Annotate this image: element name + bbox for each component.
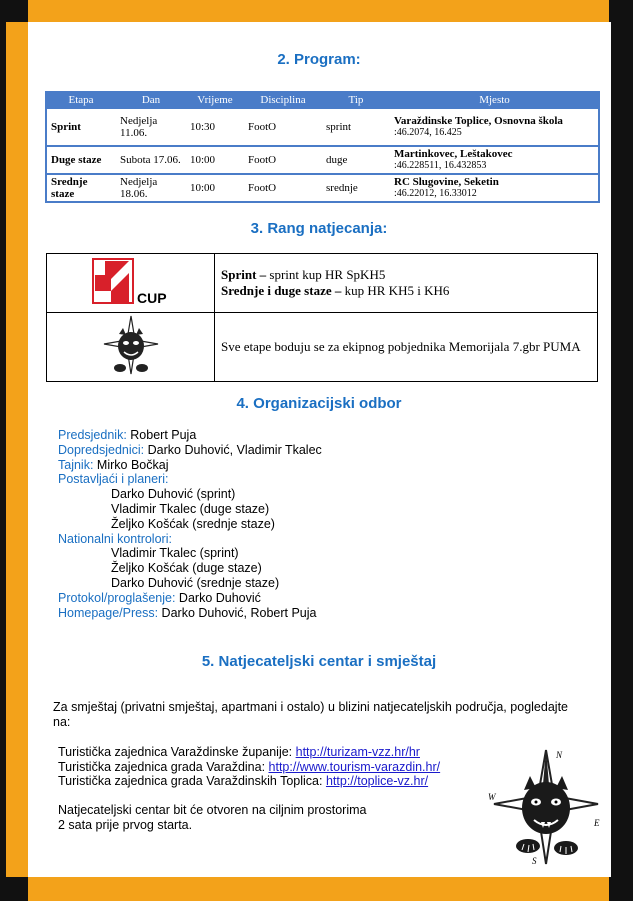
link-line <box>58 745 440 760</box>
column-header: Disciplina <box>244 92 322 108</box>
svg-text:S: S <box>532 856 537 866</box>
predsjednik-value: Robert Puja <box>130 428 197 442</box>
page-frame-corner <box>609 0 633 22</box>
cell-vrijeme: 10:30 <box>186 108 244 146</box>
cell-mjesto <box>390 108 599 146</box>
program-table <box>45 91 600 203</box>
svg-text:E: E <box>594 818 600 828</box>
kontrolor-item: Darko Duhović (srednje staze) <box>111 575 280 590</box>
rang-row2-text: Sve etape boduju se za ekipnog pobjednika Memorijala 7.gbr PUMA <box>215 313 598 382</box>
tourism-link-toplice[interactable]: http://toplice-vz.hr/ <box>325 774 429 788</box>
column-header: Etapa <box>46 92 116 108</box>
table-row <box>47 313 598 382</box>
rang-heading: 3. Rang natjecanja: <box>250 220 388 237</box>
centar-intro: Za smještaj (privatni smještaj, apartmani i ostalo) u blizini natjecateljskih područja, pogledajte na: <box>53 700 568 729</box>
cell-etapa: Duge staze <box>46 146 116 174</box>
cup-logo-cell <box>47 254 215 313</box>
cell-tip: duge <box>322 146 390 174</box>
kontrolor-item: Željko Košćak (duge staze) <box>111 561 262 576</box>
cell-vrijeme: 10:00 <box>186 146 244 174</box>
svg-text:W: W <box>488 792 496 802</box>
cell-dan: Nedjelja 18.06. <box>116 174 186 202</box>
srednje-label: Srednje i duge staze – <box>221 283 342 298</box>
puma-compass-emblem-large-icon <box>486 746 606 868</box>
page-frame-top <box>28 0 610 22</box>
tajnik-value: Mirko Bočkaj <box>96 457 169 472</box>
table-row <box>47 254 598 313</box>
page-frame-right <box>611 0 633 901</box>
link-label: Turistička zajednica grada Varaždina: <box>58 759 269 774</box>
predsjednik-label: Predsjednik: <box>58 428 127 442</box>
centar-heading: 5. Natjecateljski centar i smještaj <box>201 653 437 670</box>
cell-mjesto <box>390 146 599 174</box>
rang-row1-text <box>215 254 598 313</box>
cell-disciplina: FootO <box>244 174 322 202</box>
tourism-links <box>58 745 440 789</box>
organizing-committee <box>58 428 322 620</box>
cell-disciplina: FootO <box>244 146 322 174</box>
link-line <box>58 774 440 789</box>
column-header: Mjesto <box>390 92 599 108</box>
cup-logo-icon <box>81 255 181 307</box>
sprint-label: Sprint – <box>221 267 267 282</box>
mjesto-name: Varaždinske Toplice, Osnovna škola <box>394 115 563 127</box>
odbor-line <box>58 428 322 443</box>
protokol-label: Protokol/proglašenje: <box>58 590 176 605</box>
mjesto-coord: :46.22012, 16.33012 <box>394 188 477 199</box>
cell-etapa: Srednje staze <box>46 174 116 202</box>
link-line <box>58 760 440 775</box>
program-heading: 2. Program: <box>277 51 361 68</box>
cell-dan: Subota 17.06. <box>116 146 186 174</box>
postavljac-item: Željko Košćak (srednje staze) <box>111 516 275 531</box>
dopredsjednici-value: Darko Duhović, Vladimir Tkalec <box>147 442 322 457</box>
protokol-value: Darko Duhović <box>178 590 261 605</box>
column-header: Dan <box>116 92 186 108</box>
odbor-line <box>58 458 322 473</box>
page-frame-corner <box>0 877 28 901</box>
postavljaci-label: Postavljaći i planeri: <box>58 472 169 487</box>
sprint-text: sprint kup HR SpKH5 <box>266 267 386 282</box>
table-row <box>46 146 599 174</box>
table-header-row <box>46 92 599 108</box>
page-frame-bottom <box>28 877 610 901</box>
kontrolori-label: Nationalni kontrolori: <box>58 531 172 546</box>
column-header: Vrijeme <box>186 92 244 108</box>
srednje-text: kup HR KH5 i KH6 <box>341 283 450 298</box>
homepage-value: Darko Duhović, Robert Puja <box>161 605 317 620</box>
cell-dan: Nedjelja 11.06. <box>116 108 186 146</box>
svg-text:N: N <box>556 750 563 760</box>
cell-tip: srednje <box>322 174 390 202</box>
cell-mjesto <box>390 174 599 202</box>
kontrolor-item: Vladimir Tkalec (sprint) <box>111 546 239 561</box>
page-frame-corner <box>0 0 28 22</box>
dopredsjednici-label: Dopredsjednici: <box>58 442 145 457</box>
cup-logo-text: CUP <box>136 290 167 306</box>
column-header: Tip <box>322 92 390 108</box>
odbor-line <box>58 591 322 606</box>
cell-etapa: Sprint <box>46 108 116 146</box>
tourism-link-varazdin[interactable]: http://www.tourism-varazdin.hr/ <box>268 759 441 774</box>
postavljac-item: Darko Duhović (sprint) <box>111 487 236 502</box>
mjesto-name: RC Slugovine, Seketin <box>394 176 499 188</box>
centar-note <box>58 803 366 832</box>
link-label: Turistička zajednica Varaždinske županije: <box>58 745 296 759</box>
mjesto-coord: :46.228511, 16.432853 <box>394 160 487 171</box>
homepage-label: Homepage/Press: <box>58 605 159 620</box>
odbor-line <box>58 443 322 458</box>
postavljac-item: Vladimir Tkalec (duge staze) <box>111 501 270 516</box>
mjesto-name: Martinkovec, Leštakovec <box>394 148 513 160</box>
note-line: Natjecateljski centar bit će otvoren na ciljnim prostorima <box>58 803 367 817</box>
table-row <box>46 108 599 146</box>
rang-table <box>46 253 598 382</box>
page-frame-left-edge <box>0 0 6 901</box>
tourism-link-vzz[interactable]: http://turizam-vzz.hr/hr <box>295 745 420 759</box>
tajnik-label: Tajnik: <box>58 457 94 472</box>
table-row <box>46 174 599 202</box>
mjesto-coord: :46.2074, 16.425 <box>394 127 462 138</box>
cell-vrijeme: 10:00 <box>186 174 244 202</box>
puma-logo-cell <box>47 313 215 382</box>
page-frame-corner <box>609 877 633 901</box>
odbor-heading: 4. Organizacijski odbor <box>236 395 402 412</box>
cell-tip: sprint <box>322 108 390 146</box>
cell-disciplina: FootO <box>244 108 322 146</box>
link-label: Turistička zajednica grada Varaždinskih Toplica: <box>58 774 326 788</box>
note-line: 2 sata prije prvog starta. <box>58 817 193 832</box>
puma-compass-emblem-icon <box>96 314 166 376</box>
odbor-line <box>58 606 322 621</box>
